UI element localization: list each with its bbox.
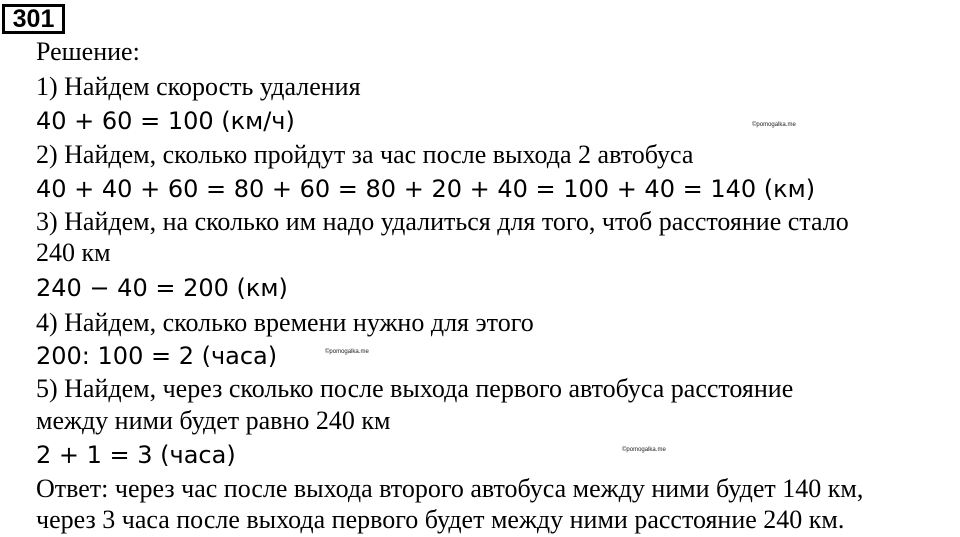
step-4-text: 4) Найдем, сколько времени нужно для этого bbox=[36, 308, 534, 337]
watermark-3: ©pomogalka.me bbox=[622, 447, 666, 453]
step-3-formula: 240 − 40 = 200 (км) bbox=[36, 274, 288, 302]
solution-heading: Решение: bbox=[36, 37, 140, 66]
step-5-text-continued: между ними будет равно 240 км bbox=[36, 406, 391, 435]
step-1-formula: 40 + 60 = 100 (км/ч) bbox=[36, 107, 295, 135]
step-2-formula: 40 + 40 + 60 = 80 + 60 = 80 + 20 + 40 = 100 + 40 = 140 (км) bbox=[36, 175, 816, 203]
step-4-formula: 200: 100 = 2 (часа) bbox=[36, 342, 278, 370]
watermark-1: ©pomogalka.me bbox=[752, 122, 796, 128]
step-5-text: 5) Найдем, через сколько после выхода первого автобуса расстояние bbox=[36, 374, 794, 403]
answer-line-2: через 3 часа после выхода первого будет между ними расстояние 240 км. bbox=[36, 505, 845, 534]
step-1-text: 1) Найдем скорость удаления bbox=[36, 72, 361, 101]
step-2-text: 2) Найдем, сколько пройдут за час после выхода 2 автобуса bbox=[36, 140, 694, 169]
step-3-text-continued: 240 км bbox=[36, 238, 111, 267]
step-5-formula: 2 + 1 = 3 (часа) bbox=[36, 441, 236, 469]
problem-number: 301 bbox=[2, 4, 65, 34]
step-3-text: 3) Найдем, на сколько им надо удалиться для того, чтоб расстояние стало bbox=[36, 207, 849, 236]
watermark-2: ©pomogalka.me bbox=[325, 349, 369, 355]
answer-line-1: Ответ: через час после выхода второго автобуса между ними будет 140 км, bbox=[36, 474, 864, 503]
